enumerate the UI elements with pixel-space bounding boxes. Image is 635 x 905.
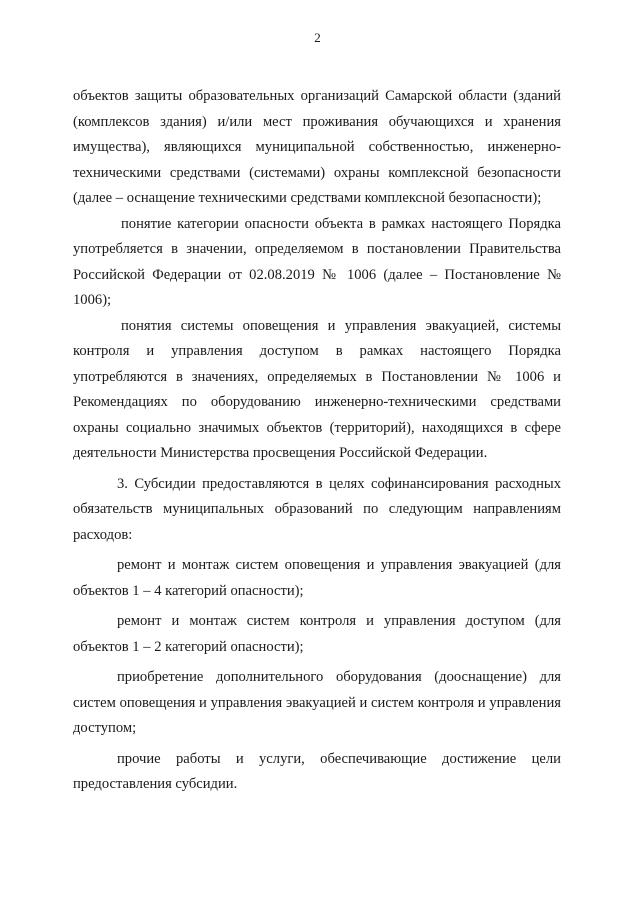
paragraph-direction-3: приобретение дополнительного оборудования (дооснащение) для систем оповещения и управления эвакуацией и систем контроля и управления доступом; <box>73 669 561 736</box>
document-body <box>73 84 561 798</box>
paragraph-clause-3: 3. Субсидии предоставляются в целях софинансирования расходных обязательств муниципальных образований по следующим направлениям расходов: <box>73 475 561 543</box>
page-number: 2 <box>314 30 321 45</box>
paragraph-direction-2: ремонт и монтаж систем контроля и управления доступом (для объектов 1 – 2 категорий опасности); <box>73 613 561 655</box>
paragraph-direction-4: прочие работы и услуги, обеспечивающие достижение цели предоставления субсидии. <box>73 750 561 792</box>
paragraph-direction-1: ремонт и монтаж систем оповещения и управления эвакуацией (для объектов 1 – 4 категорий опасности); <box>73 557 561 599</box>
paragraph-systems: понятия системы оповещения и управления эвакуацией, системы контроля и управления доступом в рамках настоящего Порядка употребляются в значениях, определяемых в Постановлении № 1006 и Рекомендациях по оборудованию инженерно-техническими средствами охраны социально значимых объектов (территорий), находящихся в сфере деятельности Министерства просвещения Российской Федерации. <box>73 317 561 461</box>
paragraph-category: понятие категории опасности объекта в рамках настоящего Порядка употребляется в значении, определяемом в постановлении Правительства Российской Федерации от 02.08.2019 № 1006 (далее – Постановление № 1006); <box>73 215 561 308</box>
paragraph-objects: объектов защиты образовательных организаций Самарской области (зданий (комплексов здания) и/или мест проживания обучающихся и хранения имущества), являющихся муниципальной собственностью, инженерно-техническими средствами (системами) охраны комплексной безопасности (далее – оснащение техническими средствами комплексной безопасности); <box>73 88 561 206</box>
